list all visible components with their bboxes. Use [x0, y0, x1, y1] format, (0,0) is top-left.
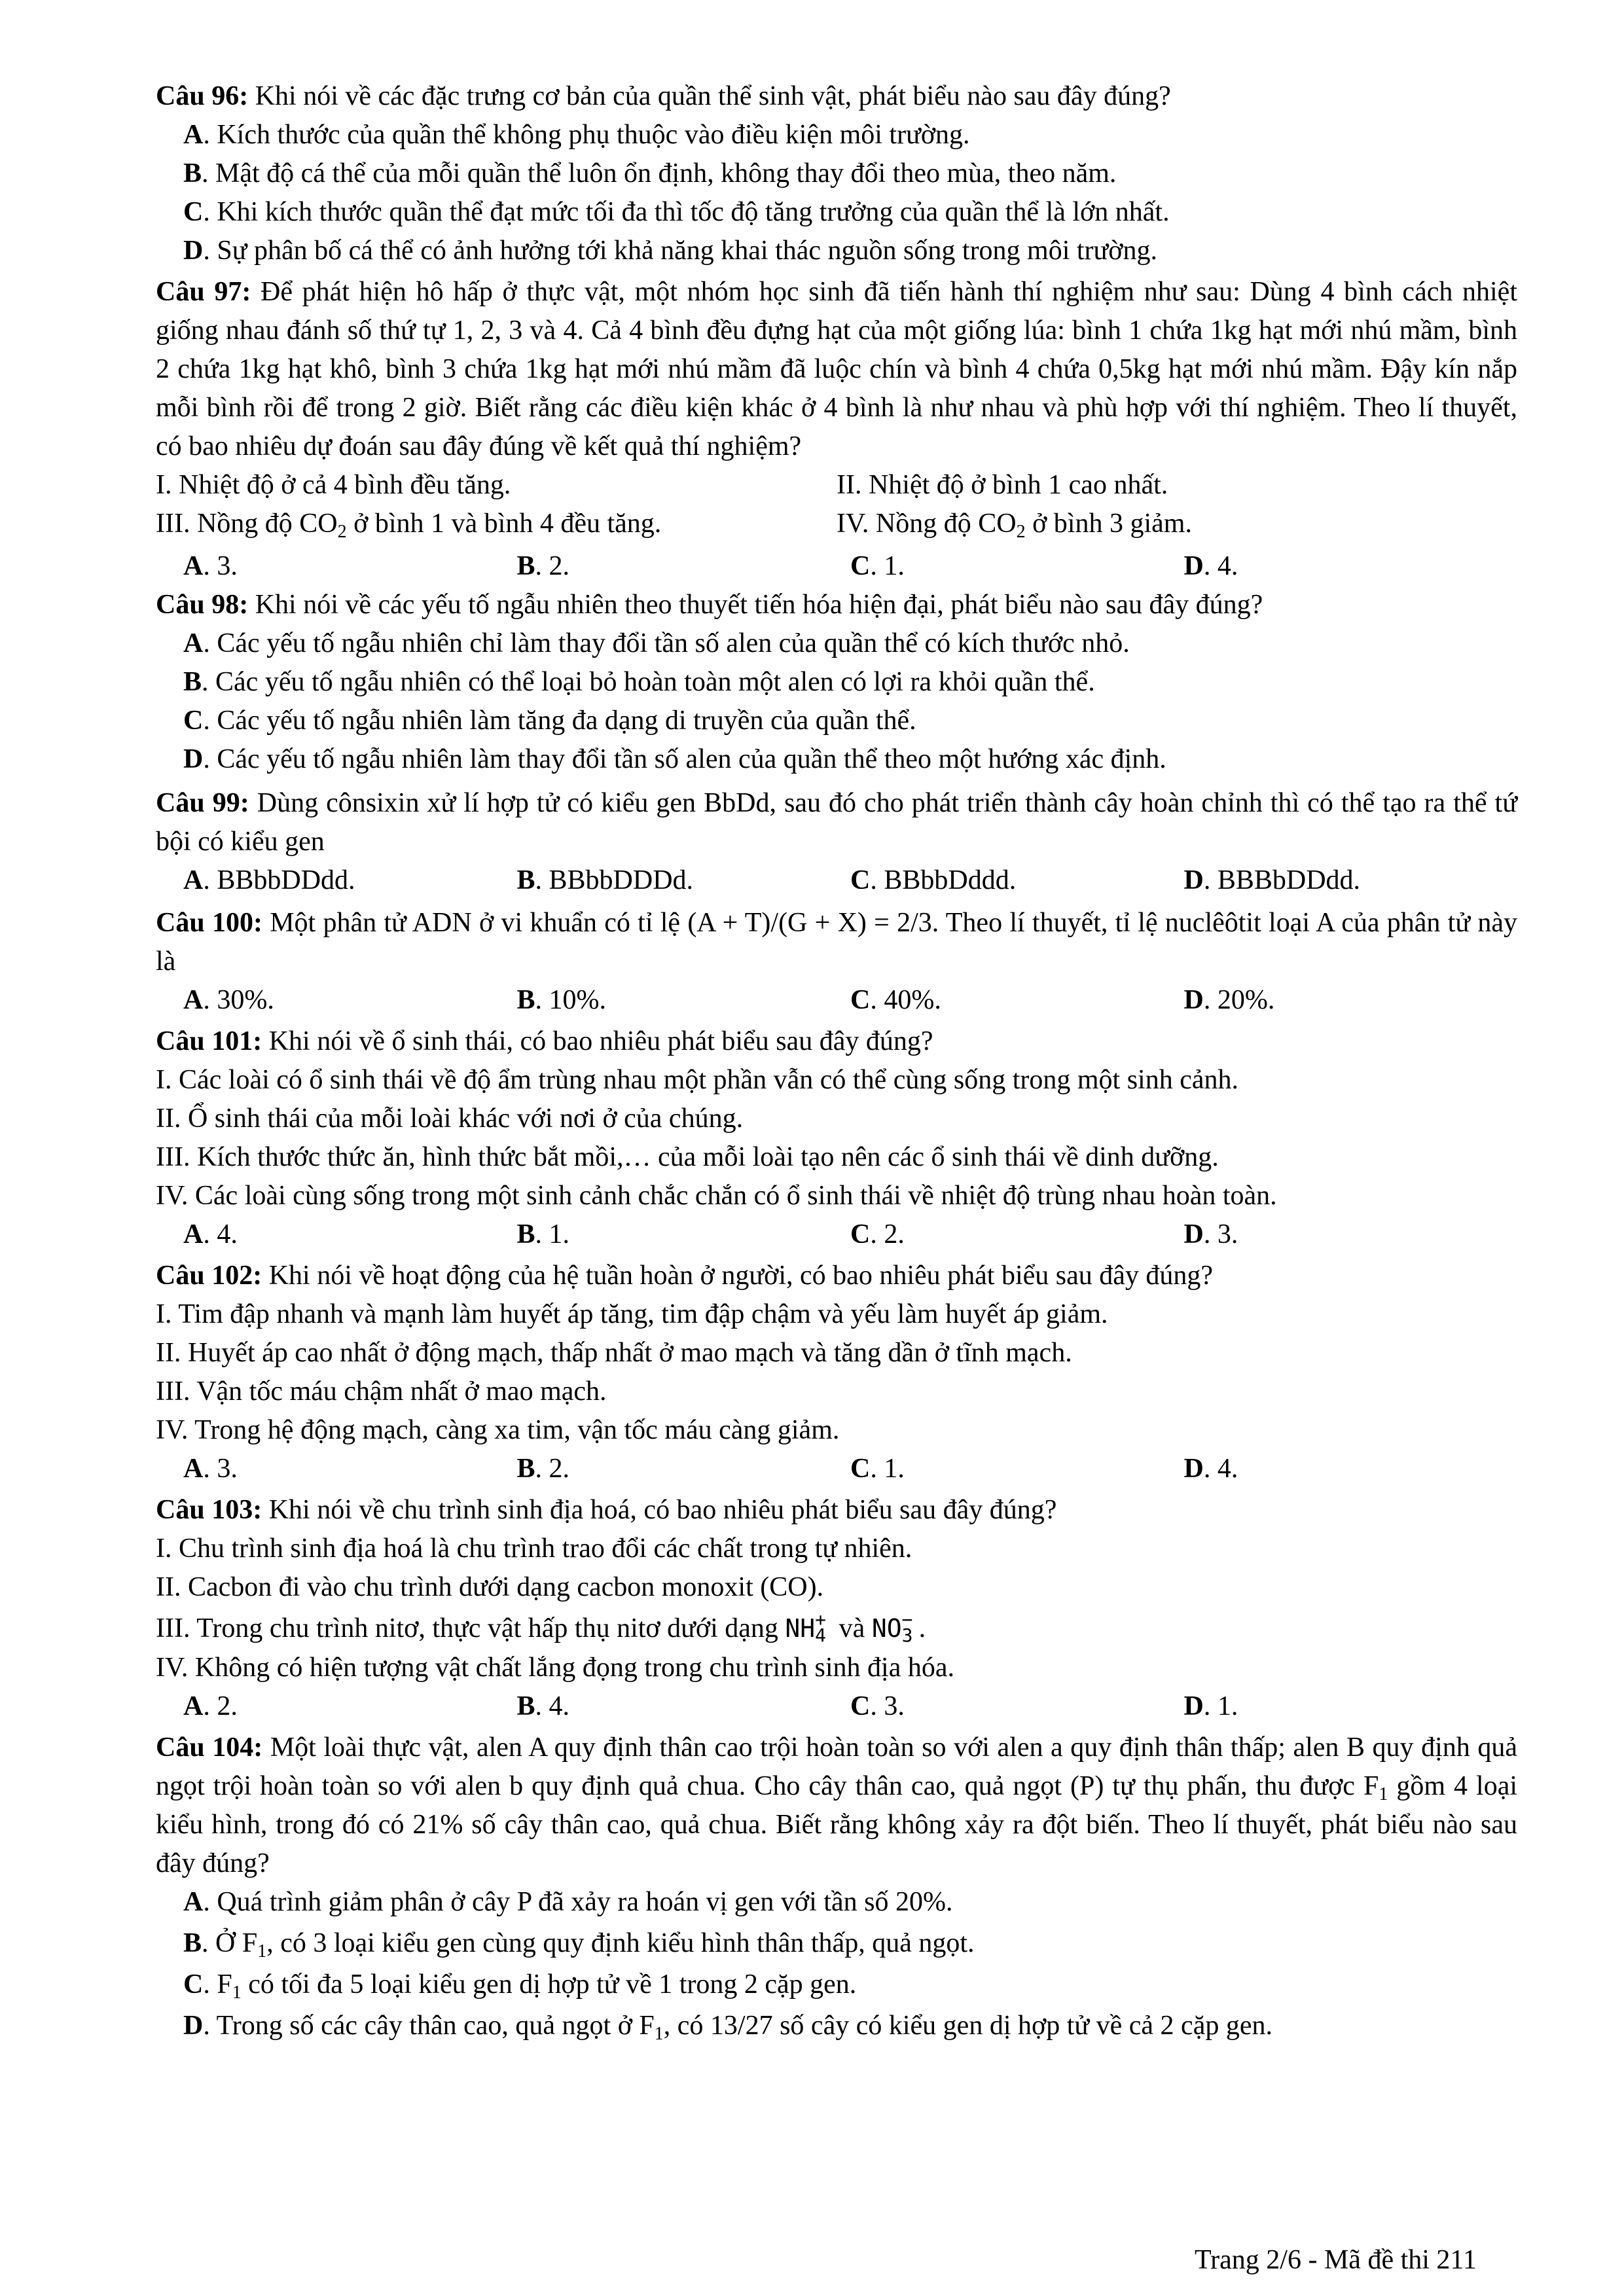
nitrate-formula — [872, 1607, 919, 1650]
option-d — [156, 740, 1517, 779]
option-text: . 4. — [203, 1219, 238, 1249]
option-b — [517, 981, 851, 1020]
option-a — [183, 1450, 517, 1488]
option-text: . 4. — [1203, 551, 1238, 581]
option-text: . BBbbDDDd. — [535, 865, 694, 895]
option-b — [156, 663, 1517, 702]
statement-iii — [156, 505, 837, 543]
statement-ii: II. Cacbon đi vào chu trình dưới dạng cacbon monoxit (CO). — [156, 1572, 824, 1602]
statement-ii: II. Huyết áp cao nhất ở động mạch, thấp nhất ở mao mạch và tăng dần ở tĩnh mạch. — [156, 1338, 1072, 1368]
option-letter: D — [1183, 551, 1204, 581]
statement-iv: IV. Không có hiện tượng vật chất lắng đọng trong chu trình sinh địa hóa. — [156, 1653, 954, 1683]
option-letter: A — [183, 1454, 204, 1484]
question-label: Câu 104: — [156, 1732, 263, 1763]
option-letter: A — [183, 985, 204, 1015]
option-text: . BBBbDDdd. — [1203, 865, 1361, 895]
statement-text: IV. Nồng độ CO — [837, 509, 1017, 539]
option-a — [183, 861, 517, 900]
option-b — [156, 154, 1517, 193]
exam-page — [156, 77, 1517, 2045]
option-letter: C — [183, 197, 204, 227]
option-letter: B — [516, 1219, 535, 1249]
option-text: . F — [203, 1969, 232, 2000]
option-d — [1184, 1215, 1518, 1254]
question-text: Khi nói về chu trình sinh địa hoá, có bao nhiêu phát biểu sau đây đúng? — [262, 1495, 1057, 1525]
option-letter: B — [516, 985, 535, 1015]
option-letter: C — [850, 551, 871, 581]
question-99 — [156, 784, 1517, 900]
subscript: 1 — [654, 2024, 664, 2044]
question-label: Câu 100: — [156, 908, 262, 938]
superscript: − — [901, 1609, 913, 1630]
option-b — [517, 861, 851, 900]
question-stem — [156, 904, 1517, 981]
options-row — [156, 547, 1517, 586]
option-c — [850, 981, 1184, 1020]
question-100 — [156, 904, 1517, 1020]
option-letter: C — [850, 865, 871, 895]
options-row — [156, 861, 1517, 900]
statement-i: I. Các loài có ổ sinh thái về độ ẩm trùng nhau một phần vẫn có thể cùng sống trong một sinh cảnh. — [156, 1065, 1238, 1095]
option-text: . 2. — [535, 551, 570, 581]
option-letter: A — [183, 1691, 204, 1721]
ammonium-formula — [785, 1607, 832, 1650]
question-text: Khi nói về các đặc trưng cơ bản của quần thể sinh vật, phát biểu nào sau đây đúng? — [248, 81, 1171, 111]
option-b — [156, 1924, 1517, 1963]
option-c — [850, 861, 1184, 900]
option-c — [850, 547, 1184, 586]
option-letter: B — [516, 1691, 535, 1721]
statement-iii: III. Kích thước thức ăn, hình thức bắt mồi,… của mỗi loài tạo nên các ổ sinh thái về dinh dưỡng. — [156, 1142, 1219, 1172]
question-text: Khi nói về các yếu tố ngẫu nhiên theo thuyết tiến hóa hiện đại, phát biểu nào sau đây đúng? — [248, 590, 1263, 620]
question-104 — [156, 1729, 1517, 2045]
question-stem — [156, 273, 1517, 466]
formula-base: NO — [871, 1614, 902, 1643]
question-label: Câu 99: — [156, 788, 249, 818]
option-text: . 20%. — [1203, 985, 1275, 1015]
subscript: 4 — [815, 1624, 827, 1646]
question-label: Câu 96: — [156, 81, 249, 111]
question-97 — [156, 273, 1517, 586]
option-text: . 1. — [1203, 1691, 1238, 1721]
question-text: Khi nói về ổ sinh thái, có bao nhiêu phát biểu sau đây đúng? — [262, 1026, 933, 1056]
question-label: Câu 102: — [156, 1261, 262, 1291]
option-letter: C — [183, 1969, 204, 2000]
option-letter: D — [183, 744, 204, 774]
option-a — [156, 116, 1517, 154]
option-letter: A — [183, 628, 204, 658]
statement-iii: III. Vận tốc máu chậm nhất ở mao mạch. — [156, 1376, 607, 1407]
option-b — [517, 547, 851, 586]
option-letter: D — [1183, 1219, 1204, 1249]
option-text: . 2. — [203, 1691, 238, 1721]
statements-row-2 — [156, 505, 1517, 543]
option-text: . 1. — [870, 551, 905, 581]
option-b — [517, 1215, 851, 1254]
subscript: 1 — [232, 1982, 242, 2003]
question-102 — [156, 1257, 1517, 1488]
statement-text: và — [832, 1613, 872, 1643]
option-text: . Mật độ cá thể của mỗi quần thể luôn ổn định, không thay đổi theo mùa, theo năm. — [202, 158, 1117, 188]
question-stem — [156, 1257, 1517, 1295]
option-letter: D — [183, 236, 204, 266]
option-d — [156, 232, 1517, 270]
option-text: . 4. — [535, 1691, 570, 1721]
question-label: Câu 98: — [156, 590, 249, 620]
options-row — [156, 981, 1517, 1020]
statement-i: I. Chu trình sinh địa hoá là chu trình trao đổi các chất trong tự nhiên. — [156, 1534, 912, 1564]
option-c — [156, 193, 1517, 232]
question-stem — [156, 1491, 1517, 1530]
options-row — [156, 1450, 1517, 1488]
option-text: , có 13/27 số cây có kiểu gen dị hợp tử về cả 2 cặp gen. — [663, 2011, 1272, 2041]
option-c — [156, 702, 1517, 740]
option-letter: D — [1183, 985, 1204, 1015]
option-a — [183, 1215, 517, 1254]
option-text: . Quá trình giảm phân ở cây P đã xảy ra hoán vị gen với tần số 20%. — [203, 1887, 953, 1917]
option-text: . 2. — [535, 1454, 570, 1484]
option-text: . 10%. — [535, 985, 607, 1015]
question-103 — [156, 1491, 1517, 1726]
statement-iii — [156, 1607, 1517, 1649]
option-a — [183, 547, 517, 586]
option-a — [156, 624, 1517, 663]
option-text: có tối đa 5 loại kiểu gen dị hợp tử về 1 trong 2 cặp gen. — [241, 1969, 857, 2000]
question-stem — [156, 1022, 1517, 1061]
option-letter: A — [183, 551, 204, 581]
options-row — [156, 1215, 1517, 1254]
question-text: Để phát hiện hô hấp ở thực vật, một nhóm học sinh đã tiến hành thí nghiệm như sau: Dùng 4 bình cách nhiệt giống nhau đánh số thứ tự 1, 2, 3 và 4. Cả 4 bình đều đựng hạt của một giống lúa: bình 1 chứa 1kg hạt mới nhú mầm, bình 2 chứa 1kg hạt khô, bình 3 chứa 1kg hạt mới nhú mầm đã luộc chín và bình 4 chứa 0,5kg hạt mới nhú mầm. Đậy kín nắp mỗi bình rồi để trong 2 giờ. Biết rằng các điều kiện khác ở 4 bình là như nhau và phù hợp với thí nghiệm. Theo lí thuyết, có bao nhiêu dự đoán sau đây đúng về kết quả thí nghiệm? — [156, 277, 1517, 461]
option-letter: B — [183, 667, 202, 697]
option-c — [156, 1965, 1517, 2004]
subscript: 2 — [1016, 522, 1026, 542]
question-stem — [156, 784, 1517, 861]
option-text: . Khi kích thước quần thể đạt mức tối đa thì tốc độ tăng trưởng của quần thể là lớn nhất. — [203, 197, 1170, 227]
option-letter: B — [516, 865, 535, 895]
question-96 — [156, 77, 1517, 270]
subscript: 1 — [1379, 1784, 1388, 1804]
option-d — [1184, 1450, 1518, 1488]
option-text: . 3. — [203, 551, 238, 581]
option-letter: B — [183, 158, 202, 188]
subscript: 2 — [337, 522, 347, 542]
option-text: . Các yếu tố ngẫu nhiên có thể loại bỏ hoàn toàn một alen có lợi ra khỏi quần thể. — [202, 667, 1095, 697]
statement-ii: II. Ổ sinh thái của mỗi loài khác với nơi ở của chúng. — [156, 1103, 744, 1134]
question-101 — [156, 1022, 1517, 1254]
option-text: . 1. — [870, 1454, 905, 1484]
question-text: Khi nói về hoạt động của hệ tuần hoàn ở người, có bao nhiêu phát biểu sau đây đúng? — [262, 1261, 1214, 1291]
option-text: . BBbbDDdd. — [203, 865, 355, 895]
question-label: Câu 103: — [156, 1495, 262, 1525]
statement-ii: II. Nhiệt độ ở bình 1 cao nhất. — [837, 470, 1168, 500]
option-text: . 3. — [870, 1691, 905, 1721]
superscript: + — [815, 1609, 827, 1630]
subscript: 3 — [901, 1624, 913, 1646]
option-letter: B — [516, 1454, 535, 1484]
statement-iv: IV. Trong hệ động mạch, càng xa tim, vận tốc máu càng giảm. — [156, 1415, 840, 1445]
question-text: Một phân tử ADN ở vi khuẩn có tỉ lệ (A + T)/(G + X) = 2/3. Theo lí thuyết, tỉ lệ nuclêôtit loại A của phân tử này là — [156, 908, 1517, 977]
option-letter: A — [183, 1887, 204, 1917]
option-c — [850, 1450, 1184, 1488]
option-letter: A — [183, 120, 204, 150]
question-label: Câu 101: — [156, 1026, 262, 1056]
statement-text: III. Trong chu trình nitơ, thực vật hấp thụ nitơ dưới dạng — [156, 1613, 785, 1643]
question-98 — [156, 586, 1517, 779]
question-label: Câu 97: — [156, 277, 251, 307]
statements-row-1 — [156, 466, 1517, 505]
option-letter: D — [1183, 865, 1204, 895]
option-text: . 2. — [870, 1219, 905, 1249]
question-text: gồm 4 loại kiểu hình, trong đó có 21% số cây thân cao, quả chua. Biết rằng không xảy ra đột biến. Theo lí thuyết, phát biểu nào sau đây đúng? — [156, 1771, 1517, 1878]
option-text: . Các yếu tố ngẫu nhiên làm thay đổi tần số alen của quần thể theo một hướng xác định. — [203, 744, 1166, 774]
option-letter: B — [183, 1928, 202, 1958]
options-row — [156, 1687, 1517, 1726]
option-letter: A — [183, 1219, 204, 1249]
statement-text: ở bình 1 và bình 4 đều tăng. — [346, 509, 662, 539]
option-a — [156, 1883, 1517, 1922]
option-letter: C — [850, 985, 871, 1015]
question-text: Dùng cônsixin xử lí hợp tử có kiểu gen BbDd, sau đó cho phát triển thành cây hoàn chỉnh thì có thể tạo ra thể tứ bội có kiểu gen — [156, 788, 1517, 857]
statement-text: ở bình 3 giảm. — [1025, 509, 1192, 539]
option-c — [850, 1687, 1184, 1726]
option-letter: D — [1183, 1454, 1204, 1484]
option-letter: C — [183, 706, 204, 736]
option-text: . 30%. — [203, 985, 274, 1015]
page-footer: Trang 2/6 - Mã đề thi 211 — [1195, 2245, 1477, 2275]
option-text: . Trong số các cây thân cao, quả ngọt ở F — [203, 2011, 655, 2041]
option-d — [1184, 547, 1518, 586]
option-text: . 4. — [1203, 1454, 1238, 1484]
subscript: 1 — [257, 1941, 267, 1962]
option-text: . Kích thước của quần thể không phụ thuộc vào điều kiện môi trường. — [203, 120, 970, 150]
statement-text: . — [918, 1613, 926, 1643]
option-d — [1184, 861, 1518, 900]
question-text: Một loài thực vật, alen A quy định thân cao trội hoàn toàn so với alen a quy định thân thấp; alen B quy định quả ngọt trội hoàn toàn so với alen b quy định quả chua. Cho cây thân cao, quả ngọt (P) tự thụ phấn, thu được F — [156, 1732, 1517, 1801]
option-text: . Các yếu tố ngẫu nhiên làm tăng đa dạng di truyền của quần thể. — [203, 706, 916, 736]
option-d — [1184, 981, 1518, 1020]
option-text: , có 3 loại kiểu gen cùng quy định kiểu hình thân thấp, quả ngọt. — [266, 1928, 975, 1958]
option-letter: C — [850, 1691, 871, 1721]
question-stem — [156, 1729, 1517, 1883]
statement-i: I. Nhiệt độ ở cả 4 bình đều tăng. — [156, 470, 511, 500]
option-text: . 40%. — [870, 985, 941, 1015]
option-d — [1184, 1687, 1518, 1726]
statement-iv: IV. Các loài cùng sống trong một sinh cảnh chắc chắn có ổ sinh thái về nhiệt độ trùng nhau hoàn toàn. — [156, 1181, 1277, 1211]
option-text: . Các yếu tố ngẫu nhiên chỉ làm thay đổi tần số alen của quần thể có kích thước nhỏ. — [203, 628, 1130, 658]
option-d — [156, 2007, 1517, 2045]
option-text: . BBbbDddd. — [870, 865, 1017, 895]
option-letter: B — [516, 551, 535, 581]
option-letter: D — [183, 2011, 204, 2041]
formula-base: NH — [785, 1614, 816, 1643]
option-letter: C — [850, 1454, 871, 1484]
option-text: . 3. — [203, 1454, 238, 1484]
option-b — [517, 1450, 851, 1488]
option-c — [850, 1215, 1184, 1254]
option-text: . 1. — [535, 1219, 570, 1249]
statement-iv — [837, 505, 1517, 543]
option-letter: A — [183, 865, 204, 895]
question-stem — [156, 77, 1517, 116]
option-a — [183, 981, 517, 1020]
option-b — [517, 1687, 851, 1726]
option-text: . 3. — [1203, 1219, 1238, 1249]
option-letter: C — [850, 1219, 871, 1249]
option-text: . Sự phân bố cá thể có ảnh hưởng tới khả năng khai thác nguồn sống trong môi trường. — [203, 236, 1158, 266]
statement-text: III. Nồng độ CO — [156, 509, 338, 539]
statement-i: I. Tim đập nhanh và mạnh làm huyết áp tăng, tim đập chậm và yếu làm huyết áp giảm. — [156, 1299, 1108, 1329]
option-text: . Ở F — [202, 1928, 258, 1958]
option-a — [183, 1687, 517, 1726]
question-stem — [156, 586, 1517, 624]
option-letter: D — [1183, 1691, 1204, 1721]
